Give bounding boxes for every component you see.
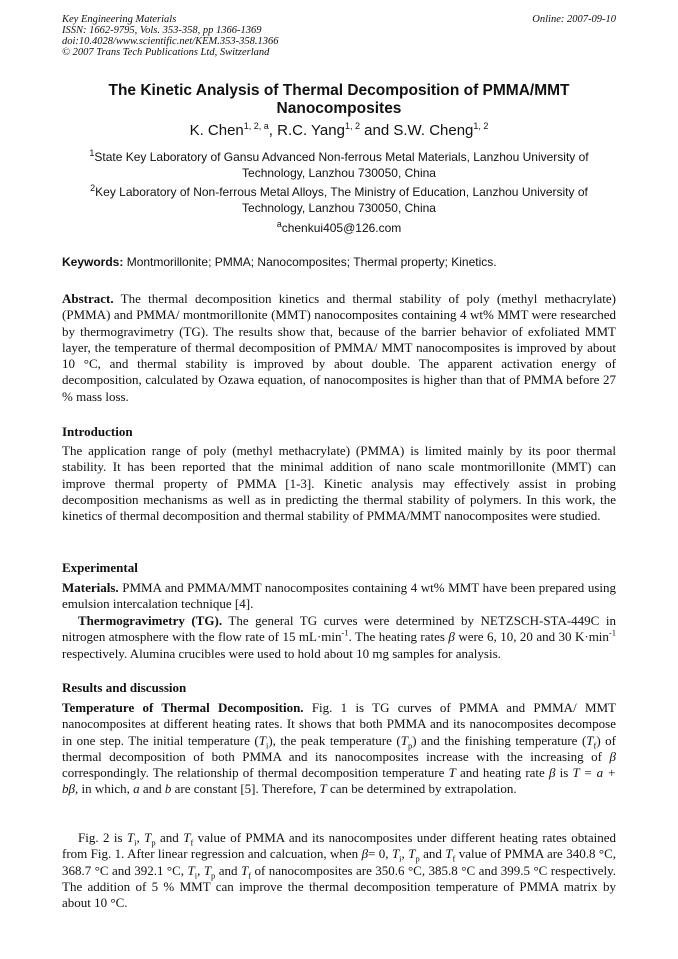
- results-paragraph: Temperature of Thermal Decomposition. Fig. 1 is TG curves of PMMA and PMMA/ MMT nanocomposites at different heating rates. It shows that both PMMA and its nanocomposites decompose in one step. The initial temperature $(T_i)$, the peak temperature $(T_p)$ and the finishing temperature $(T_f)$ of thermal decomposition of both PMMA and its nanocomposites increase with the increasing of β correspondingly. The relationship of thermal decomposition temperature T and heating rate β is T = a + bβ, in which, a and b are constant [5]. Therefore, T can be determined by extrapolation.: [62, 700, 617, 797]
- keywords-label: Keywords:: [62, 255, 124, 269]
- author-name: R.C. Yang: [277, 122, 345, 139]
- keywords: [62, 254, 616, 270]
- author-affiliation-mark: 1, 2: [473, 121, 489, 131]
- online-date: Online: 2007-09-10: [532, 14, 616, 25]
- materials-paragraph: Materials. PMMA and PMMA/MMT nanocomposites containing 4 wt% MMT have been prepared using emulsion intercalation technique [4].: [62, 580, 616, 612]
- keywords-text: Montmorillonite; PMMA; Nanocomposites; Thermal property; Kinetics.: [126, 255, 497, 269]
- abstract-text: The thermal decomposition kinetics and thermal stability of poly (methyl methacrylate) (PMMA) and PMMA/ montmorillonite (MMT) nanocomposites containing 4 wt% MMT were researched by thermogravimetry (TG). The results show that, because of the barrier behavior of exfoliated MMT layer, the temperature of thermal decomposition of PMMA/ MMT nanocomposites is improved by about 10 °C, and thermal stability is improved by about double. The apparent activation energy of decomposition, calculated by Ozawa equation, of nanocomposites is higher than that of PMMA before 27 % mass loss.: [62, 291, 617, 404]
- doi-line: doi:10.4028/www.scientific.net/KEM.353-358.1366: [62, 36, 279, 47]
- copyright-line: © 2007 Trans Tech Publications Ltd, Switzerland: [62, 47, 270, 58]
- affiliation: $^2$Key Laboratory of Non-ferrous Metal Alloys, The Ministry of Education, Lanzhou University of Technology, Lanzhou 730050, China: [90, 183, 588, 215]
- results-paragraph: Fig. 2 is $T_i$, $T_p$ and $T_f$ value of PMMA and its nanocomposites under different heating rates obtained from Fig. 1. After linear regression and calcuation, when β= 0, $T_i$, $T_p$ and $T_f$ value of PMMA are 340.8 °C, 368.7 °C and 392.1 °C, $T_i$, $T_p$ and $T_f$ of nanocomposites are 350.6 °C, 385.8 °C and 399.5 °C respectively. The addition of 5 % MMT can improve the thermal decomposition temperature of PMMA matrix by about 10 °C.: [62, 830, 617, 911]
- author-affiliation-mark: 1, 2, a: [243, 121, 269, 131]
- author-affiliation-mark: 1, 2: [344, 121, 360, 131]
- journal-name: Key Engineering Materials: [62, 14, 177, 25]
- author-name: S.W. Cheng: [393, 122, 474, 139]
- author-name: K. Chen: [189, 122, 244, 139]
- section-heading-results: Results and discussion: [62, 680, 187, 695]
- author-email: $^a$chenkui405@126.com: [276, 219, 402, 235]
- section-heading-introduction: Introduction: [62, 424, 133, 439]
- section-heading-experimental: Experimental: [62, 560, 138, 575]
- author-list: K. Chen$^{1, 2, a}$, R.C. Yang$^{1, 2}$ and S.W. Cheng$^{1, 2}$: [189, 121, 489, 139]
- abstract: [62, 291, 616, 405]
- introduction-paragraph: The application range of poly (methyl methacrylate) (PMMA) is limited mainly by its poor thermal stability. It has been reported that the minimal addition of nano scale montmorillonite (MMT) can improve thermal property of PMMA [1-3]. Kinetic analysis may effectively assist in probing decomposition mechanisms as well as in predicting the thermal stability of polymers. In this work, the kinetics of thermal decomposition and thermal stability of PMMA/MMT nanocomposites were studied.: [62, 443, 616, 524]
- abstract-label: Abstract.: [62, 291, 114, 306]
- paper-title: The Kinetic Analysis of Thermal Decomposition of PMMA/MMT Nanocomposites: [108, 82, 570, 117]
- issn-line: ISSN: 1662-9795, Vols. 353-358, pp 1366-1369: [62, 25, 262, 36]
- tg-paragraph: Thermogravimetry (TG). The general TG curves were determined by NETZSCH-STA-449C in nitrogen atmosphere with the flow rate of 15 $mL\cdot\min^{-1}$. The heating rates β were 6, 10, 20 and 30 $K\cdot\min^{-1}$ respectively. Alumina crucibles were used to hold about 10 mg samples for analysis.: [62, 613, 617, 661]
- journal-header: [62, 14, 279, 58]
- affiliation: $^1$State Key Laboratory of Gansu Advanced Non-ferrous Metal Materials, Lanzhou University of Technology, Lanzhou 730050, China: [89, 148, 589, 180]
